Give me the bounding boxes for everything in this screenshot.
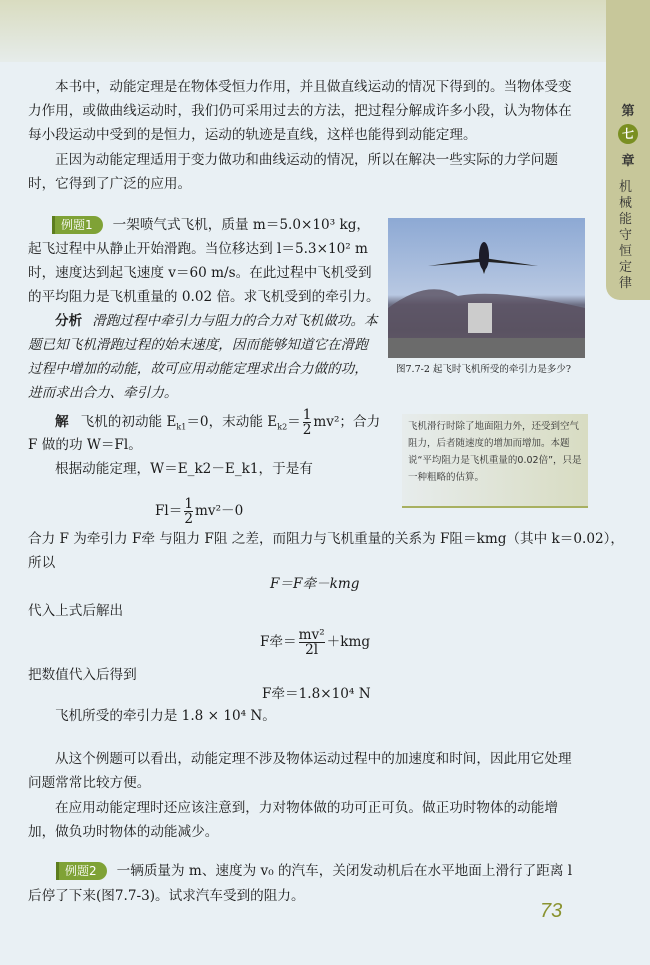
chapter-tab [606,0,650,300]
text: 飞机的初动能 E [80,414,177,430]
solution-label: 解 [55,414,69,430]
analysis-line [55,312,378,330]
chapter-di: 第 [621,104,635,119]
airplane-icon [388,218,585,358]
sidenote: 飞机滑行时除了地面阻力外，还受到空气阻力，后者随速度的增加而增加。本题说“平均阻力是飞机重量的0.02倍”，只是一种粗略的估算。 [402,414,588,508]
text: ＝0，末动能 E [186,414,278,430]
page-top-strip [0,0,650,62]
equation [155,497,243,526]
num: 1 [184,496,194,512]
example1-line: 时，速度达到起飞速度 v＝60 m/s。在此过程中飞机受到 [28,265,372,281]
closing-line: 加，做负功时物体的动能减少。 [28,824,219,840]
example1-badge: 例题1 [52,216,103,234]
sub: k1 [176,422,187,432]
intro-line: 每小段运动中受到的是恒力，运动的轨迹是直线，这样也能得到动能定理。 [28,127,477,143]
equation [260,628,370,657]
example2-badge: 例题2 [56,862,107,880]
analysis-line: 题已知飞机滑跑过程的始末速度，因而能够知道它在滑跑 [28,337,368,353]
example1-first-line [52,216,370,234]
analysis-line: 进而求出合力、牵引力。 [28,385,178,401]
analysis-text: 滑跑过程中牵引力与阻力的合力对飞机做功。本 [92,313,378,329]
den: 2 [184,511,194,527]
solution-line: F 做的功 W＝Fl。 [28,437,142,453]
example2-line: 后停了下来(图7.7-3)。试求汽车受到的阻力。 [28,888,305,904]
num: 1 [302,407,312,423]
chapter-number: 七 [618,124,638,144]
example1-line: 的平均阻力是飞机重量的 0.02 倍。求飞机受到的牵引力。 [28,289,380,305]
equation: F牵＝1.8×10⁴ N [262,686,371,702]
intro-line: 本书中，动能定理是在物体受恒力作用，并且做直线运动的情况下得到的。当物体受变 [55,79,572,95]
analysis-label: 分析 [55,313,83,329]
num: mv² [298,627,325,643]
closing-line: 问题常常比较方便。 [28,775,151,791]
page-number: 73 [540,900,563,922]
chapter-title: 机械能守恒定律 [619,180,633,291]
text: F牵＝ [260,634,297,650]
solution-line: 合力 F 为牵引力 F牵 与阻力 F阻 之差，而阻力与飞机重量的关系为 F阻＝kmg（其中 k＝0.02）， [28,531,625,547]
figure-caption: 图7.7-2 起飞时飞机所受的牵引力是多少? [396,364,571,375]
chapter-zhang: 章 [621,154,635,169]
airplane-takeoff-photo [388,218,585,358]
fraction [184,497,193,526]
text: ＝ [287,414,301,430]
example1-line: 起飞过程中从静止开始滑跑。当位移达到 l＝5.3×10² m [28,241,368,257]
solution-line: 飞机所受的牵引力是 1.8 × 10⁴ N。 [55,708,276,724]
den: 2 [302,422,312,438]
solution-line: 所以 [28,555,56,571]
text: mv²；合力 [313,414,381,430]
solution-line: 代入上式后解出 [28,603,124,619]
example1-text: 一架喷气式飞机，质量 m＝5.0×10³ kg， [112,217,370,233]
text: mv²－0 [195,503,244,519]
closing-line: 在应用动能定理时还应该注意到，力对物体做的功可正可负。做正功时物体的动能增 [55,800,558,816]
sub: k2 [277,422,288,432]
intro-line: 时，它得到了广泛的应用。 [28,176,192,192]
solution-line: 根据动能定理，W＝E_k2－E_k1，于是有 [55,461,313,477]
solution-line [55,408,380,437]
den: 2l [305,642,319,658]
equation: F＝F牵－kmg [270,576,360,592]
closing-line: 从这个例题可以看出，动能定理不涉及物体运动过程中的加速度和时间，因此用它处理 [55,751,572,767]
example2-text: 一辆质量为 m、速度为 v₀ 的汽车，关闭发动机后在水平地面上滑行了距离 l [116,863,573,879]
example2-first-line [56,862,572,880]
fraction [303,408,312,437]
text: Fl＝ [155,503,183,519]
fraction [299,628,325,657]
analysis-line: 过程中增加的动能，故可应用动能定理求出合力做的功， [28,361,368,377]
text: ＋kmg [326,634,371,650]
solution-line: 把数值代入后得到 [28,667,137,683]
intro-line: 正因为动能定理适用于变力做功和曲线运动的情况，所以在解决一些实际的力学问题 [55,152,558,168]
intro-line: 力作用，或做曲线运动时，我们仍可采用过去的方法，把过程分解成许多小段，认为物体在 [28,103,572,119]
